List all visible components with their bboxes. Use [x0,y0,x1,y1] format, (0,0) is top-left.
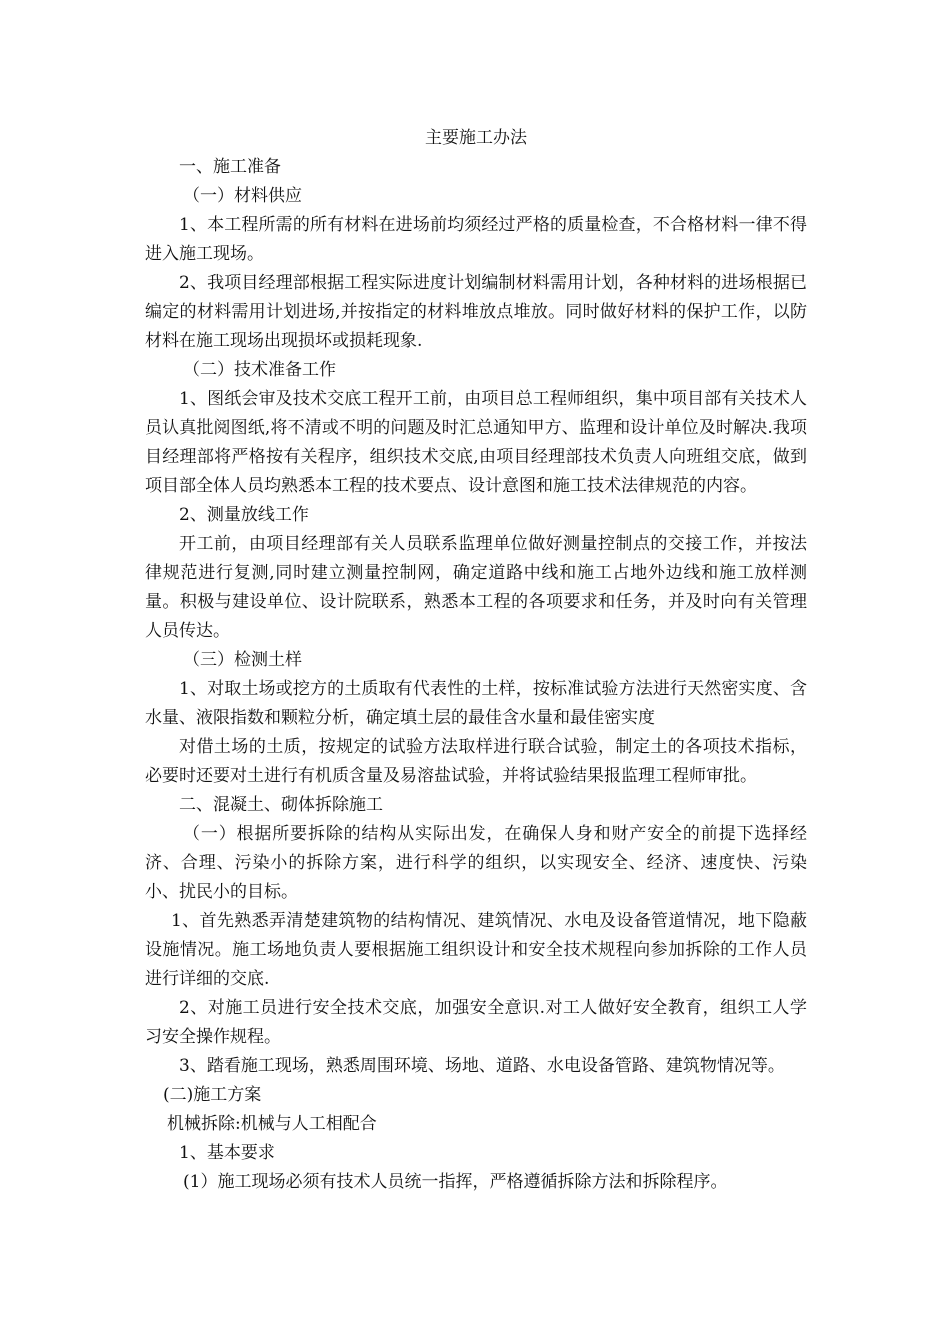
paragraph: (1）施工现场必须有技术人员统一指挥，严格遵循拆除方法和拆除程序。 [183,1172,728,1192]
subsection-heading-technical: （二）技术准备工作 [183,360,336,380]
paragraph: 2、测量放线工作 [179,505,309,525]
section-heading-2: 二、混凝土、砌体拆除施工 [179,795,383,815]
subsection-heading-plan: (二)施工方案 [163,1085,262,1105]
document-title: 主要施工办法 [425,128,527,148]
paragraph: 对借土场的土质，按规定的试验方法取样进行联合试验，制定土的各项技术指标，必要时还要对土进行有机质含量及易溶盐试验，并将试验结果报监理工程师审批。 [145,737,807,786]
paragraph: 1、图纸会审及技术交底工程开工前，由项目总工程师组织，集中项目部有关技术人员认真批阅图纸,将不清或不明的问题及时汇总通知甲方、监理和设计单位及时解决.我项目经理部将严格按有关程序，组织技术交底,由项目经理部技术负责人向班组交底，做到项目部全体人员均熟悉本工程的技术要点、设计意图和施工技术法律规范的内容。 [145,389,807,496]
paragraph: （一）根据所要拆除的结构从实际出发，在确保人身和财产安全的前提下选择经济、合理、污染小的拆除方案，进行科学的组织，以实现安全、经济、速度快、污染小、扰民小的目标。 [145,824,807,902]
subsection-heading-materials: （一）材料供应 [183,186,302,206]
paragraph: 2、对施工员进行安全技术交底，加强安全意识.对工人做好安全教育，组织工人学习安全操作规程。 [145,998,807,1047]
paragraph: 3、踏看施工现场，熟悉周围环境、场地、道路、水电设备管路、建筑物情况等。 [179,1056,785,1076]
paragraph: 开工前，由项目经理部有关人员联系监理单位做好测量控制点的交接工作，并按法律规范进行复测,同时建立测量控制网，确定道路中线和施工占地外边线和施工放样测量。积极与建设单位、设计院联系，熟悉本工程的各项要求和任务，并及时向有关管理人员传达。 [145,534,807,641]
paragraph: 机械拆除:机械与人工相配合 [167,1114,377,1134]
paragraph: 1、对取土场或挖方的土质取有代表性的土样，按标准试验方法进行天然密实度、含水量、液限指数和颗粒分析，确定填土层的最佳含水量和最佳密实度 [145,679,807,728]
subsection-heading-soil: （三）检测土样 [183,650,302,670]
paragraph: 1、基本要求 [179,1143,275,1163]
paragraph: 1、首先熟悉弄清楚建筑物的结构情况、建筑情况、水电及设备管道情况，地下隐蔽设施情况。施工场地负责人要根据施工组织设计和安全技术规程向参加拆除的工作人员进行详细的交底. [145,911,807,989]
section-heading-1: 一、施工准备 [179,157,281,177]
paragraph: 1、本工程所需的所有材料在进场前均须经过严格的质量检查，不合格材料一律不得进入施工现场。 [145,215,807,264]
paragraph: 2、我项目经理部根据工程实际进度计划编制材料需用计划，各种材料的进场根据已编定的材料需用计划进场,并按指定的材料堆放点堆放。同时做好材料的保护工作，以防材料在施工现场出现损坏或损耗现象. [145,273,807,351]
document-page [145,124,807,1197]
